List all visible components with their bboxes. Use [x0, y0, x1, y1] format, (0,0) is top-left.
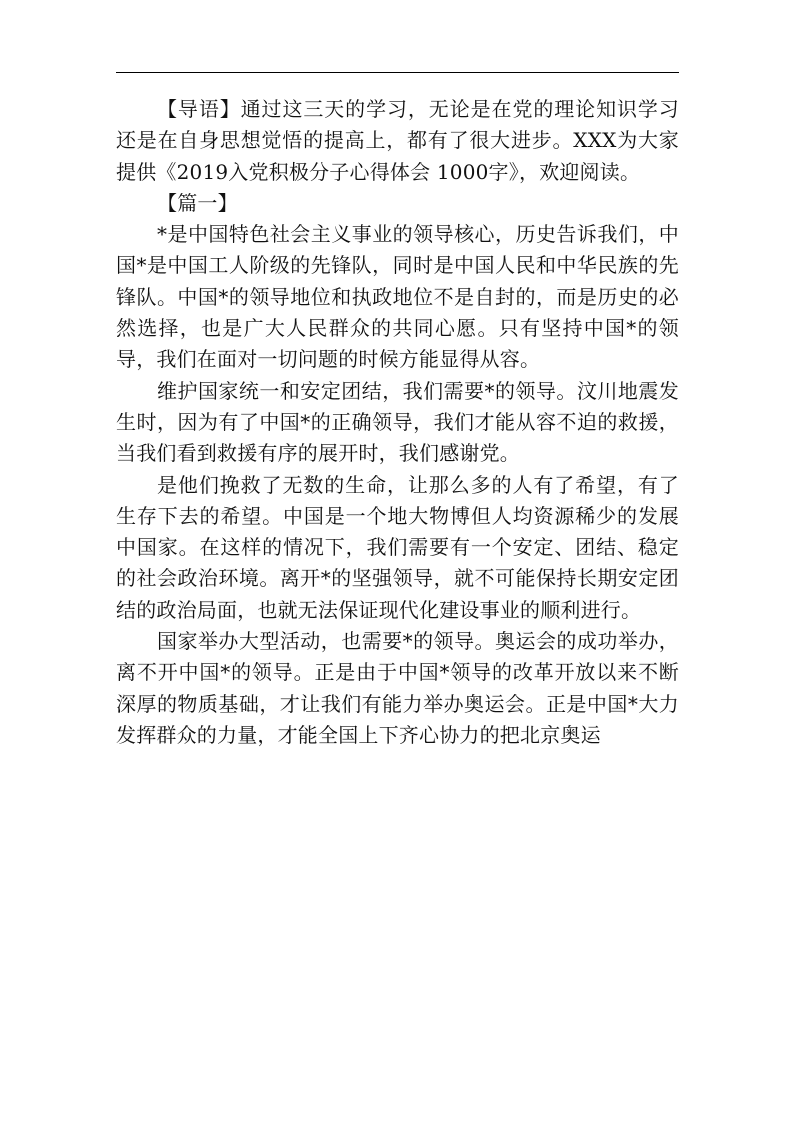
section-title: 【篇一】 — [157, 190, 238, 215]
body-paragraph-4: 国家举办大型活动，也需要*的领导。奥运会的成功举办，离不开中国*的领导。正是由于中国*领导的改革开放以来不断深厚的物质基础，才让我们有能力举办奥运会。正是中国*大力发挥群众的力量，才能全国上下齐心协力的把北京奥运 — [116, 629, 679, 747]
body-paragraph-2: 维护国家统一和安定团结，我们需要*的领导。汶川地震发生时，因为有了中国*的正确领导，我们才能从容不迫的救援，当我们看到救援有序的展开时，我们感谢党。 — [116, 378, 679, 466]
body-paragraph-3: 是他们挽救了无数的生命，让那么多的人有了希望，有了生存下去的希望。中国是一个地大物博但人均资源稀少的发展中国家。在这样的情况下，我们需要有一个安定、团结、稳定的社会政治环境。离开*的坚强领导，就不可能保持长期安定团结的政治局面，也就无法保证现代化建设事业的顺利进行。 — [116, 472, 679, 622]
intro-paragraph: 【导语】通过这三天的学习，无论是在党的理论知识学习还是在自身思想觉悟的提高上，都有了很大进步。XXX为大家提供《2019入党积极分子心得体会 1000字》，欢迎阅读。 — [116, 97, 679, 184]
document-body — [116, 94, 679, 751]
header-rule — [116, 72, 679, 73]
body-paragraph-1: *是中国特色社会主义事业的领导核心，历史告诉我们，中国*是中国工人阶级的先锋队，同时是中国人民和中华民族的先锋队。中国*的领导地位和执政地位不是自封的，而是历史的必然选择，也是广大人民群众的共同心愿。只有坚持中国*的领导，我们在面对一切问题的时候方能显得从容。 — [116, 222, 679, 372]
